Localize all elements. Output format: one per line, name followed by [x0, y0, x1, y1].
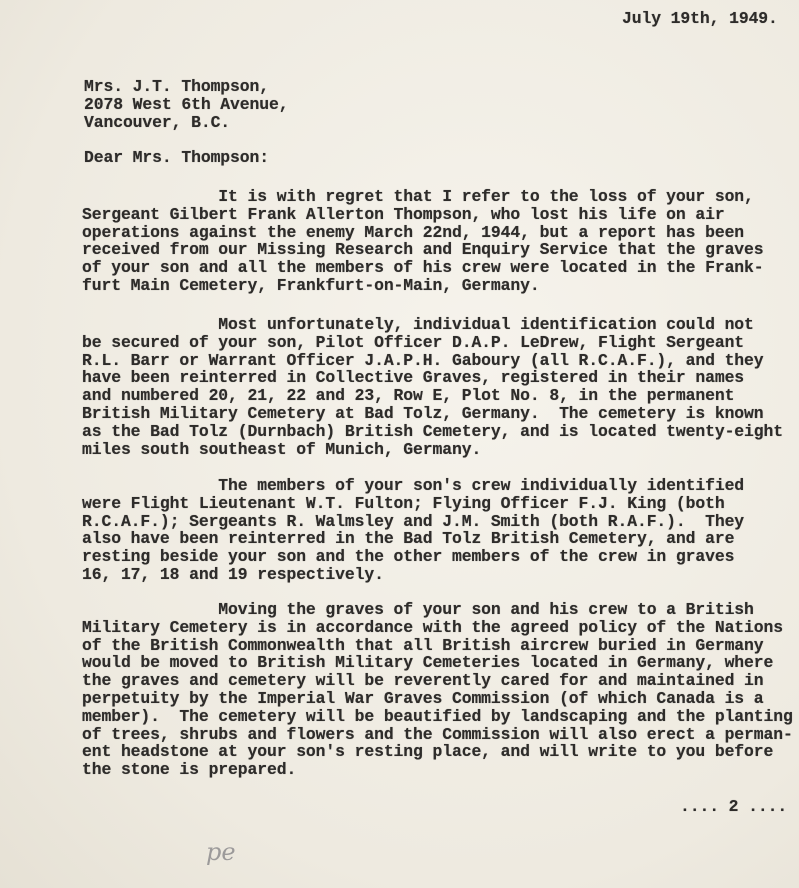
paragraph-line: 16, 17, 18 and 19 respectively. [82, 564, 384, 584]
paragraph-line: perpetuity by the Imperial War Graves Commission (of which Canada is a [82, 688, 764, 708]
letter-date: July 19th, 1949. [622, 9, 778, 28]
address-line: 2078 West 6th Avenue, [84, 94, 289, 114]
paragraph-line: R.L. Barr or Warrant Officer J.A.P.H. Gaboury (all R.C.A.F.), and they [82, 350, 764, 370]
paragraph-line: member). The cemetery will be beautified by landscaping and the planting [82, 706, 793, 726]
paragraph-line: Most unfortunately, individual identification could not [82, 315, 754, 334]
paragraph-2 [82, 316, 783, 458]
paragraph-line: and numbered 20, 21, 22 and 23, Row E, Plot No. 8, in the permanent [82, 386, 735, 406]
salutation: Dear Mrs. Thompson: [84, 148, 269, 167]
page-continuation-marker: .... 2 .... [680, 797, 788, 816]
paragraph-line: of your son and all the members of his crew were located in the Frank- [82, 258, 764, 278]
paragraph-line: as the Bad Tolz (Durnbach) British Cemetery, and is located twenty-eight [82, 421, 783, 441]
paragraph-line: resting beside your son and the other members of the crew in graves [82, 547, 735, 567]
paragraph-line: Sergeant Gilbert Frank Allerton Thompson, who lost his life on air [82, 204, 725, 224]
paragraph-line: furt Main Cemetery, Frankfurt-on-Main, Germany. [82, 275, 540, 295]
paragraph-line: of the British Commonwealth that all British aircrew buried in Germany [82, 635, 764, 655]
paragraph-line: be secured of your son, Pilot Officer D.A.P. LeDrew, Flight Sergeant [82, 332, 745, 352]
handwritten-initials: pe [206, 838, 236, 866]
paragraph-line: operations against the enemy March 22nd, 1944, but a report has been [82, 222, 745, 242]
address-line: Vancouver, B.C. [84, 112, 231, 132]
paragraph-4 [82, 601, 793, 779]
paragraph-line: were Flight Lieutenant W.T. Fulton; Flying Officer F.J. King (both [82, 493, 725, 513]
paragraph-line: The members of your son's crew individually identified [82, 476, 745, 495]
paragraph-line: British Military Cemetery at Bad Tolz, Germany. The cemetery is known [82, 403, 764, 423]
paragraph-line: the stone is prepared. [82, 760, 297, 780]
paragraph-1 [82, 188, 764, 295]
address-line: Mrs. J.T. Thompson, [84, 77, 269, 96]
paragraph-line: R.C.A.F.); Sergeants R. Walmsley and J.M. Smith (both R.A.F.). They [82, 511, 745, 531]
paragraph-line: also have been reinterred in the Bad Tolz British Cemetery, and are [82, 529, 735, 549]
paragraph-line: would be moved to British Military Cemeteries located in Germany, where [82, 653, 774, 673]
paragraph-line: It is with regret that I refer to the loss of your son, [82, 187, 754, 206]
recipient-address [84, 78, 288, 131]
paragraph-3 [82, 477, 744, 584]
paragraph-line: of trees, shrubs and flowers and the Commission will also erect a perman- [82, 724, 793, 744]
paragraph-line: ent headstone at your son's resting place, and will write to you before [82, 742, 774, 762]
paragraph-line: the graves and cemetery will be reverently cared for and maintained in [82, 671, 764, 691]
paragraph-line: Moving the graves of your son and his crew to a British [82, 600, 754, 619]
paragraph-line: miles south southeast of Munich, Germany. [82, 439, 482, 459]
paragraph-line: received from our Missing Research and Enquiry Service that the graves [82, 240, 764, 260]
paragraph-line: Military Cemetery is in accordance with the agreed policy of the Nations [82, 617, 783, 637]
paragraph-line: have been reinterred in Collective Graves, registered in their names [82, 368, 745, 388]
